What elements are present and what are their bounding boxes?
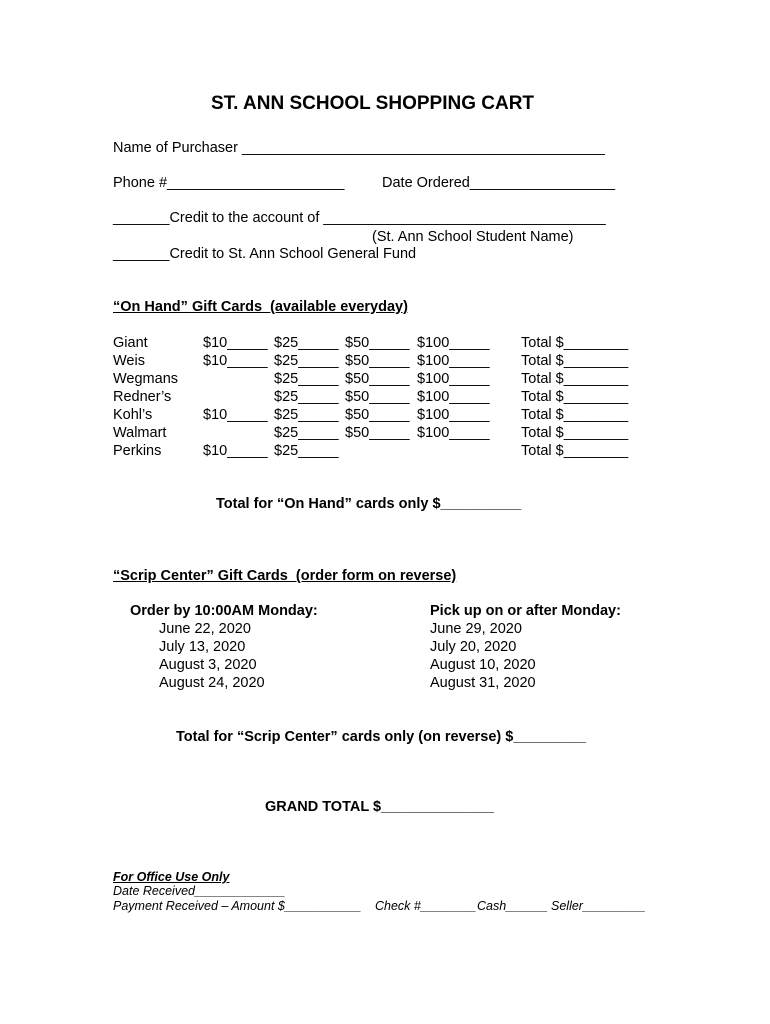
amount-25: $25_____ <box>274 389 339 405</box>
row-total: Total $________ <box>521 389 629 405</box>
credit-general-fund-field: _______Credit to St. Ann School General Fund <box>113 246 417 262</box>
pickup-date: August 10, 2020 <box>430 657 536 673</box>
store-name: Giant <box>113 335 148 351</box>
on-hand-total: Total for “On Hand” cards only $__________ <box>216 496 522 512</box>
amount-100: $100_____ <box>417 353 490 369</box>
amount-25: $25_____ <box>274 425 339 441</box>
amount-50: $50_____ <box>345 389 410 405</box>
seller-field: Seller_________ <box>551 899 646 913</box>
amount-25: $25_____ <box>274 353 339 369</box>
phone-field: Phone #______________________ <box>113 175 345 191</box>
pickup-date: July 20, 2020 <box>430 639 517 655</box>
amount-10: $10_____ <box>203 407 268 423</box>
order-by-heading: Order by 10:00AM Monday: <box>130 603 318 619</box>
amount-10: $10_____ <box>203 353 268 369</box>
scrip-heading: “Scrip Center” Gift Cards (order form on reverse) <box>113 568 457 584</box>
order-date: August 3, 2020 <box>159 657 257 673</box>
pickup-date: June 29, 2020 <box>430 621 522 637</box>
amount-100: $100_____ <box>417 389 490 405</box>
row-total: Total $________ <box>521 443 629 459</box>
store-name: Weis <box>113 353 145 369</box>
page-title: ST. ANN SCHOOL SHOPPING CART <box>211 93 535 114</box>
store-name: Perkins <box>113 443 162 459</box>
date-received-field: Date Received_____________ <box>113 884 286 898</box>
office-use-heading: For Office Use Only <box>113 870 230 884</box>
student-name-hint: (St. Ann School Student Name) <box>372 229 574 245</box>
amount-100: $100_____ <box>417 425 490 441</box>
amount-100: $100_____ <box>417 335 490 351</box>
amount-10: $10_____ <box>203 335 268 351</box>
amount-50: $50_____ <box>345 407 410 423</box>
store-name: Kohl’s <box>113 407 153 423</box>
store-name: Walmart <box>113 425 167 441</box>
on-hand-heading: “On Hand” Gift Cards (available everyday) <box>113 299 408 315</box>
amount-25: $25_____ <box>274 371 339 387</box>
row-total: Total $________ <box>521 371 629 387</box>
payment-received-field: Payment Received – Amount $___________ <box>113 899 362 913</box>
grand-total: GRAND TOTAL $______________ <box>265 799 494 815</box>
purchaser-name-field: Name of Purchaser _____________________________________________ <box>113 140 605 156</box>
amount-50: $50_____ <box>345 371 410 387</box>
amount-100: $100_____ <box>417 371 490 387</box>
check-number-field: Check #________ <box>375 899 477 913</box>
scrip-total: Total for “Scrip Center” cards only (on reverse) $_________ <box>176 729 586 745</box>
pickup-date: August 31, 2020 <box>430 675 536 691</box>
store-name: Wegmans <box>113 371 179 387</box>
credit-account-field: _______Credit to the account of ___________________________________ <box>113 210 606 226</box>
amount-50: $50_____ <box>345 353 410 369</box>
amount-50: $50_____ <box>345 425 410 441</box>
amount-25: $25_____ <box>274 443 339 459</box>
amount-10: $10_____ <box>203 443 268 459</box>
row-total: Total $________ <box>521 353 629 369</box>
order-date: July 13, 2020 <box>159 639 246 655</box>
cash-field: Cash______ <box>477 899 548 913</box>
order-date: June 22, 2020 <box>159 621 251 637</box>
row-total: Total $________ <box>521 407 629 423</box>
pickup-heading: Pick up on or after Monday: <box>430 603 621 619</box>
store-name: Redner’s <box>113 389 172 405</box>
date-ordered-field: Date Ordered__________________ <box>382 175 616 191</box>
row-total: Total $________ <box>521 335 629 351</box>
amount-25: $25_____ <box>274 335 339 351</box>
row-total: Total $________ <box>521 425 629 441</box>
amount-25: $25_____ <box>274 407 339 423</box>
amount-50: $50_____ <box>345 335 410 351</box>
order-date: August 24, 2020 <box>159 675 265 691</box>
amount-100: $100_____ <box>417 407 490 423</box>
